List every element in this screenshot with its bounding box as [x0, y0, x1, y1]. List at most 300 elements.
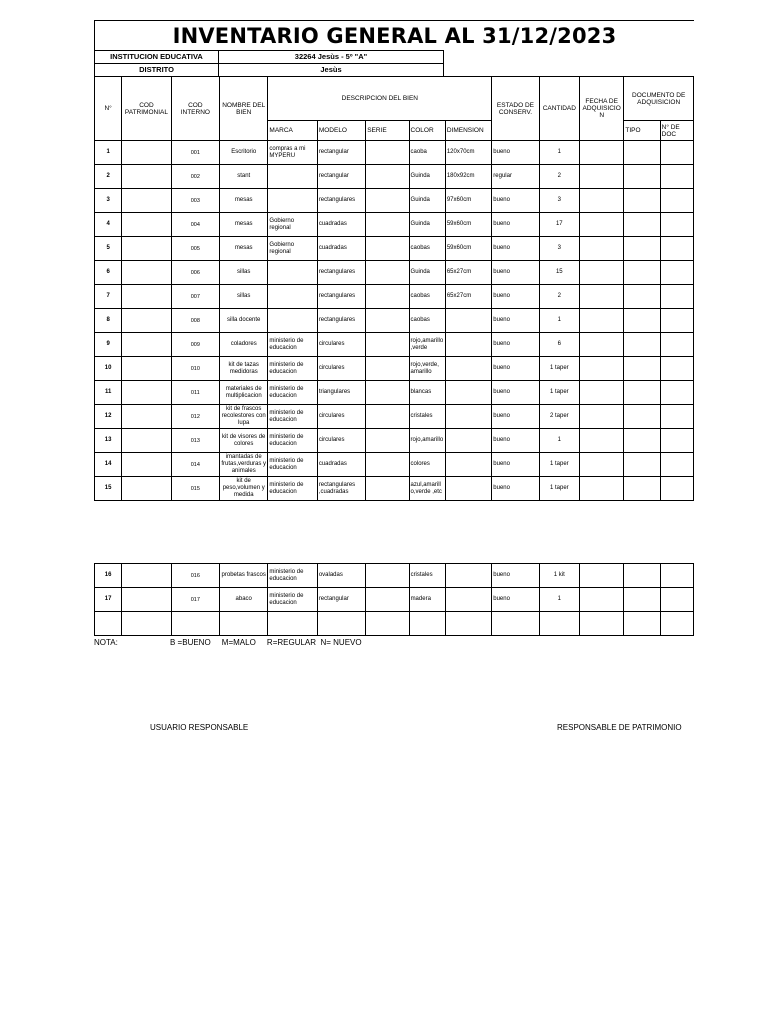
row-n-doc [660, 588, 693, 612]
header-modelo: MODELO [317, 121, 365, 141]
row-color: rojo,amarillo,verde [409, 333, 445, 357]
row-num: 3 [95, 189, 122, 213]
header-estado: ESTADO DE CONSERV. [492, 77, 539, 141]
row-modelo: circulares [317, 405, 365, 429]
row-color: caobas [409, 237, 445, 261]
row-cantidad: 3 [539, 189, 579, 213]
row-dimension [445, 429, 491, 453]
row-estado: bueno [492, 477, 539, 501]
row-nombre: mesas [220, 189, 268, 213]
row-nombre: kit de tazas medidoras [220, 357, 268, 381]
row-modelo: cuadradas [317, 453, 365, 477]
empty-cell [268, 612, 317, 636]
row-modelo: rectangulares ,cuadradas [317, 477, 365, 501]
row-serie [366, 141, 409, 165]
row-estado: bueno [492, 405, 539, 429]
row-cantidad: 3 [539, 237, 579, 261]
row-marca [268, 309, 317, 333]
row-cod-interno: 010 [171, 357, 219, 381]
row-fecha [579, 564, 623, 588]
row-cod-patrimonial [122, 189, 171, 213]
empty-cell [492, 612, 539, 636]
row-num: 12 [95, 405, 122, 429]
row-n-doc [660, 285, 693, 309]
row-color: Guinda [409, 261, 445, 285]
row-color: blancas [409, 381, 445, 405]
row-cod-patrimonial [122, 477, 171, 501]
institucion-value: 32264 Jesùs - 5º "A" [219, 51, 444, 64]
row-nombre: kit de peso,volumen y medida [220, 477, 268, 501]
row-fecha [579, 213, 623, 237]
row-fecha [579, 261, 623, 285]
row-fecha [579, 405, 623, 429]
row-fecha [579, 237, 623, 261]
table-row [95, 237, 694, 261]
empty-cell [624, 612, 660, 636]
row-marca: Gobierno regional [268, 213, 317, 237]
row-cod-interno: 006 [171, 261, 219, 285]
row-estado: bueno [492, 237, 539, 261]
row-nombre: kit de visores de colores [220, 429, 268, 453]
row-cantidad: 1 [539, 309, 579, 333]
row-cantidad: 2 [539, 165, 579, 189]
row-estado: bueno [492, 213, 539, 237]
row-estado: bueno [492, 285, 539, 309]
row-cod-patrimonial [122, 381, 171, 405]
nota-label: NOTA: [94, 638, 118, 647]
row-marca [268, 285, 317, 309]
distrito-label: DISTRITO [95, 64, 219, 77]
row-cod-interno: 017 [171, 588, 219, 612]
row-cantidad: 1 kit [539, 564, 579, 588]
row-tipo [624, 165, 660, 189]
row-cod-interno: 001 [171, 141, 219, 165]
row-dimension [445, 453, 491, 477]
row-color: caoba [409, 141, 445, 165]
row-marca [268, 189, 317, 213]
row-cantidad: 1 taper [539, 453, 579, 477]
row-fecha [579, 189, 623, 213]
row-cod-interno: 008 [171, 309, 219, 333]
row-serie [366, 357, 409, 381]
row-color: Guinda [409, 189, 445, 213]
row-nombre: materiales de multiplicacion [220, 381, 268, 405]
empty-cell [95, 612, 122, 636]
row-marca: ministerio de educacion [268, 564, 317, 588]
empty-cell [445, 612, 491, 636]
responsable-patrimonio-label: RESPONSABLE DE PATRIMONIO [557, 723, 682, 732]
row-cod-interno: 012 [171, 405, 219, 429]
row-nombre: probetas frascos [220, 564, 268, 588]
row-num: 4 [95, 213, 122, 237]
row-dimension [445, 405, 491, 429]
row-n-doc [660, 381, 693, 405]
row-estado: bueno [492, 357, 539, 381]
row-marca [268, 165, 317, 189]
row-modelo: circulares [317, 333, 365, 357]
row-modelo: rectangulares [317, 309, 365, 333]
row-serie [366, 405, 409, 429]
row-dimension [445, 588, 491, 612]
table-row [95, 333, 694, 357]
row-dimension [445, 381, 491, 405]
row-nombre: coladores [220, 333, 268, 357]
row-serie [366, 381, 409, 405]
row-modelo: rectangular [317, 165, 365, 189]
row-cod-patrimonial [122, 588, 171, 612]
row-dimension [445, 357, 491, 381]
row-cod-patrimonial [122, 357, 171, 381]
row-color: colores [409, 453, 445, 477]
row-modelo: rectangulares [317, 189, 365, 213]
header-documento: DOCUMENTO DE ADQUISICION [624, 77, 694, 121]
row-n-doc [660, 165, 693, 189]
document-title: INVENTARIO GENERAL AL 31/12/2023 [94, 20, 694, 50]
row-fecha [579, 357, 623, 381]
header-color: COLOR [409, 121, 445, 141]
row-cod-interno: 005 [171, 237, 219, 261]
row-num: 16 [95, 564, 122, 588]
header-nombre: NOMBRE DEL BIEN [220, 77, 268, 141]
header-cantidad: CANTIDAD [539, 77, 579, 141]
row-serie [366, 165, 409, 189]
row-serie [366, 588, 409, 612]
row-cantidad: 17 [539, 213, 579, 237]
row-color: Guinda [409, 213, 445, 237]
row-nombre: mesas [220, 213, 268, 237]
row-serie [366, 213, 409, 237]
row-estado: bueno [492, 309, 539, 333]
row-fecha [579, 429, 623, 453]
table-row [95, 429, 694, 453]
row-serie [366, 189, 409, 213]
row-tipo [624, 189, 660, 213]
row-n-doc [660, 405, 693, 429]
row-estado: bueno [492, 429, 539, 453]
row-modelo: cuadradas [317, 213, 365, 237]
row-cod-interno: 004 [171, 213, 219, 237]
empty-cell [366, 612, 409, 636]
row-cod-patrimonial [122, 405, 171, 429]
row-cod-interno: 015 [171, 477, 219, 501]
table-row [95, 141, 694, 165]
row-fecha [579, 309, 623, 333]
row-fecha [579, 285, 623, 309]
row-nombre: abaco [220, 588, 268, 612]
row-cod-patrimonial [122, 564, 171, 588]
row-n-doc [660, 333, 693, 357]
row-tipo [624, 285, 660, 309]
table-row [95, 477, 694, 501]
row-cantidad: 1 taper [539, 477, 579, 501]
row-color: caobas [409, 309, 445, 333]
row-tipo [624, 261, 660, 285]
row-marca: ministerio de educacion [268, 357, 317, 381]
row-serie [366, 564, 409, 588]
row-num: 13 [95, 429, 122, 453]
row-serie [366, 285, 409, 309]
row-color: rojo,amarillo [409, 429, 445, 453]
table-row [95, 285, 694, 309]
row-marca [268, 261, 317, 285]
row-cod-interno: 011 [171, 381, 219, 405]
row-dimension [445, 333, 491, 357]
row-serie [366, 429, 409, 453]
row-nombre: imantadas de frutas,verduras y animales [220, 453, 268, 477]
row-dimension: 120x70cm [445, 141, 491, 165]
row-num: 15 [95, 477, 122, 501]
row-num: 8 [95, 309, 122, 333]
empty-cell [660, 612, 693, 636]
institucion-label: INSTITUCION EDUCATIVA [95, 51, 219, 64]
table-row [95, 453, 694, 477]
row-nombre: sillas [220, 285, 268, 309]
row-dimension: 59x60cm [445, 237, 491, 261]
row-modelo: ovaladas [317, 564, 365, 588]
row-nombre: Escritorio [220, 141, 268, 165]
empty-cell [220, 612, 268, 636]
row-cantidad: 1 [539, 588, 579, 612]
row-num: 14 [95, 453, 122, 477]
row-color: rojo,verde, amarillo [409, 357, 445, 381]
row-n-doc [660, 261, 693, 285]
row-modelo: rectangulares [317, 261, 365, 285]
row-cod-interno: 003 [171, 189, 219, 213]
row-n-doc [660, 237, 693, 261]
row-color: cristales [409, 405, 445, 429]
row-cod-patrimonial [122, 333, 171, 357]
table-row [95, 189, 694, 213]
header-descripcion: DESCRIPCION DEL BIEN [268, 77, 492, 121]
row-n-doc [660, 564, 693, 588]
row-dimension [445, 564, 491, 588]
row-cod-patrimonial [122, 261, 171, 285]
row-cantidad: 6 [539, 333, 579, 357]
row-cantidad: 1 [539, 141, 579, 165]
row-cod-patrimonial [122, 453, 171, 477]
row-nombre: sillas [220, 261, 268, 285]
row-fecha [579, 477, 623, 501]
row-modelo: circulares [317, 429, 365, 453]
row-modelo: rectangulares [317, 285, 365, 309]
row-n-doc [660, 309, 693, 333]
row-modelo: circulares [317, 357, 365, 381]
table-row-empty [95, 612, 694, 636]
row-num: 17 [95, 588, 122, 612]
row-fecha [579, 141, 623, 165]
row-num: 6 [95, 261, 122, 285]
row-tipo [624, 357, 660, 381]
row-estado: bueno [492, 588, 539, 612]
table-row [95, 381, 694, 405]
row-color: azul,amarillo,verde ,etc [409, 477, 445, 501]
row-tipo [624, 564, 660, 588]
row-nombre: kit de frascos recolestores con lupa [220, 405, 268, 429]
row-tipo [624, 309, 660, 333]
row-marca: compras a mi MYPERU [268, 141, 317, 165]
row-num: 11 [95, 381, 122, 405]
row-cod-interno: 009 [171, 333, 219, 357]
row-cod-patrimonial [122, 309, 171, 333]
row-nombre: silla docente [220, 309, 268, 333]
row-color: caobas [409, 285, 445, 309]
row-marca: ministerio de educacion [268, 588, 317, 612]
row-tipo [624, 141, 660, 165]
row-serie [366, 477, 409, 501]
row-marca: ministerio de educacion [268, 333, 317, 357]
row-cantidad: 1 taper [539, 381, 579, 405]
table-row [95, 405, 694, 429]
row-color: cristales [409, 564, 445, 588]
row-serie [366, 309, 409, 333]
row-estado: bueno [492, 141, 539, 165]
row-cod-interno: 013 [171, 429, 219, 453]
row-tipo [624, 405, 660, 429]
row-serie [366, 237, 409, 261]
row-cantidad: 1 [539, 429, 579, 453]
row-estado: bueno [492, 381, 539, 405]
row-tipo [624, 477, 660, 501]
empty-cell [579, 612, 623, 636]
distrito-value: Jesùs [219, 64, 444, 77]
row-cod-interno: 007 [171, 285, 219, 309]
row-cod-patrimonial [122, 237, 171, 261]
row-marca: ministerio de educacion [268, 381, 317, 405]
row-cantidad: 2 [539, 285, 579, 309]
header-n-doc: N° DE DOC [660, 121, 693, 141]
header-num: N° [95, 77, 122, 141]
institution-info [94, 50, 444, 77]
row-n-doc [660, 453, 693, 477]
inventory-table [94, 76, 694, 501]
row-estado: regular [492, 165, 539, 189]
table-row [95, 564, 694, 588]
row-marca: ministerio de educacion [268, 429, 317, 453]
header-dimension: DIMENSION [445, 121, 491, 141]
row-n-doc [660, 213, 693, 237]
table-row [95, 165, 694, 189]
header-marca: MARCA [268, 121, 317, 141]
row-dimension [445, 477, 491, 501]
row-marca: ministerio de educacion [268, 477, 317, 501]
inventory-table-continued [94, 563, 694, 636]
row-marca: Gobierno regional [268, 237, 317, 261]
table-row [95, 357, 694, 381]
row-cod-interno: 014 [171, 453, 219, 477]
row-cod-patrimonial [122, 285, 171, 309]
row-num: 1 [95, 141, 122, 165]
empty-cell [409, 612, 445, 636]
row-cod-patrimonial [122, 429, 171, 453]
table-row [95, 261, 694, 285]
empty-cell [122, 612, 171, 636]
header-cod-interno: COD INTERNO [171, 77, 219, 141]
row-num: 9 [95, 333, 122, 357]
row-fecha [579, 381, 623, 405]
row-nombre: stant [220, 165, 268, 189]
row-fecha [579, 588, 623, 612]
row-modelo: cuadradas [317, 237, 365, 261]
inventory-rows [95, 141, 694, 501]
usuario-responsable-label: USUARIO RESPONSABLE [150, 723, 249, 732]
row-fecha [579, 333, 623, 357]
row-estado: bueno [492, 189, 539, 213]
row-tipo [624, 381, 660, 405]
row-serie [366, 333, 409, 357]
row-cod-patrimonial [122, 165, 171, 189]
inventory-rows-continued [95, 564, 694, 636]
row-dimension [445, 309, 491, 333]
row-num: 10 [95, 357, 122, 381]
row-dimension: 65x27cm [445, 285, 491, 309]
empty-cell [317, 612, 365, 636]
row-num: 2 [95, 165, 122, 189]
header-tipo: TIPO [624, 121, 660, 141]
row-cod-interno: 002 [171, 165, 219, 189]
row-n-doc [660, 429, 693, 453]
row-estado: bueno [492, 333, 539, 357]
row-dimension: 180x92cm [445, 165, 491, 189]
row-n-doc [660, 477, 693, 501]
row-tipo [624, 588, 660, 612]
row-serie [366, 261, 409, 285]
row-tipo [624, 333, 660, 357]
row-marca: ministerio de educacion [268, 453, 317, 477]
row-cantidad: 2 taper [539, 405, 579, 429]
empty-cell [171, 612, 219, 636]
row-tipo [624, 453, 660, 477]
row-modelo: triangulares [317, 381, 365, 405]
row-tipo [624, 429, 660, 453]
row-n-doc [660, 141, 693, 165]
row-fecha [579, 453, 623, 477]
row-cod-interno: 016 [171, 564, 219, 588]
row-n-doc [660, 189, 693, 213]
table-row [95, 588, 694, 612]
row-cantidad: 1 taper [539, 357, 579, 381]
row-nombre: mesas [220, 237, 268, 261]
row-serie [366, 453, 409, 477]
row-dimension: 97x60cm [445, 189, 491, 213]
row-num: 5 [95, 237, 122, 261]
row-modelo: rectangular [317, 141, 365, 165]
header-cod-patrimonial: COD PATRIMONIAL [122, 77, 171, 141]
table-row [95, 309, 694, 333]
row-estado: bueno [492, 261, 539, 285]
header-fecha: FECHA DE ADQUISICION [579, 77, 623, 141]
row-dimension: 59x60cm [445, 213, 491, 237]
row-fecha [579, 165, 623, 189]
row-cod-patrimonial [122, 141, 171, 165]
row-tipo [624, 213, 660, 237]
row-marca: ministerio de educacion [268, 405, 317, 429]
nota-legend: B =BUENO M=MALO R=REGULAR N= NUEVO [170, 638, 362, 647]
row-estado: bueno [492, 564, 539, 588]
row-color: Guinda [409, 165, 445, 189]
table-row [95, 213, 694, 237]
empty-cell [539, 612, 579, 636]
row-estado: bueno [492, 453, 539, 477]
row-num: 7 [95, 285, 122, 309]
row-tipo [624, 237, 660, 261]
row-dimension: 65x27cm [445, 261, 491, 285]
row-cod-patrimonial [122, 213, 171, 237]
row-n-doc [660, 357, 693, 381]
header-serie: SERIE [366, 121, 409, 141]
row-cantidad: 15 [539, 261, 579, 285]
row-color: madera [409, 588, 445, 612]
row-modelo: rectangular [317, 588, 365, 612]
